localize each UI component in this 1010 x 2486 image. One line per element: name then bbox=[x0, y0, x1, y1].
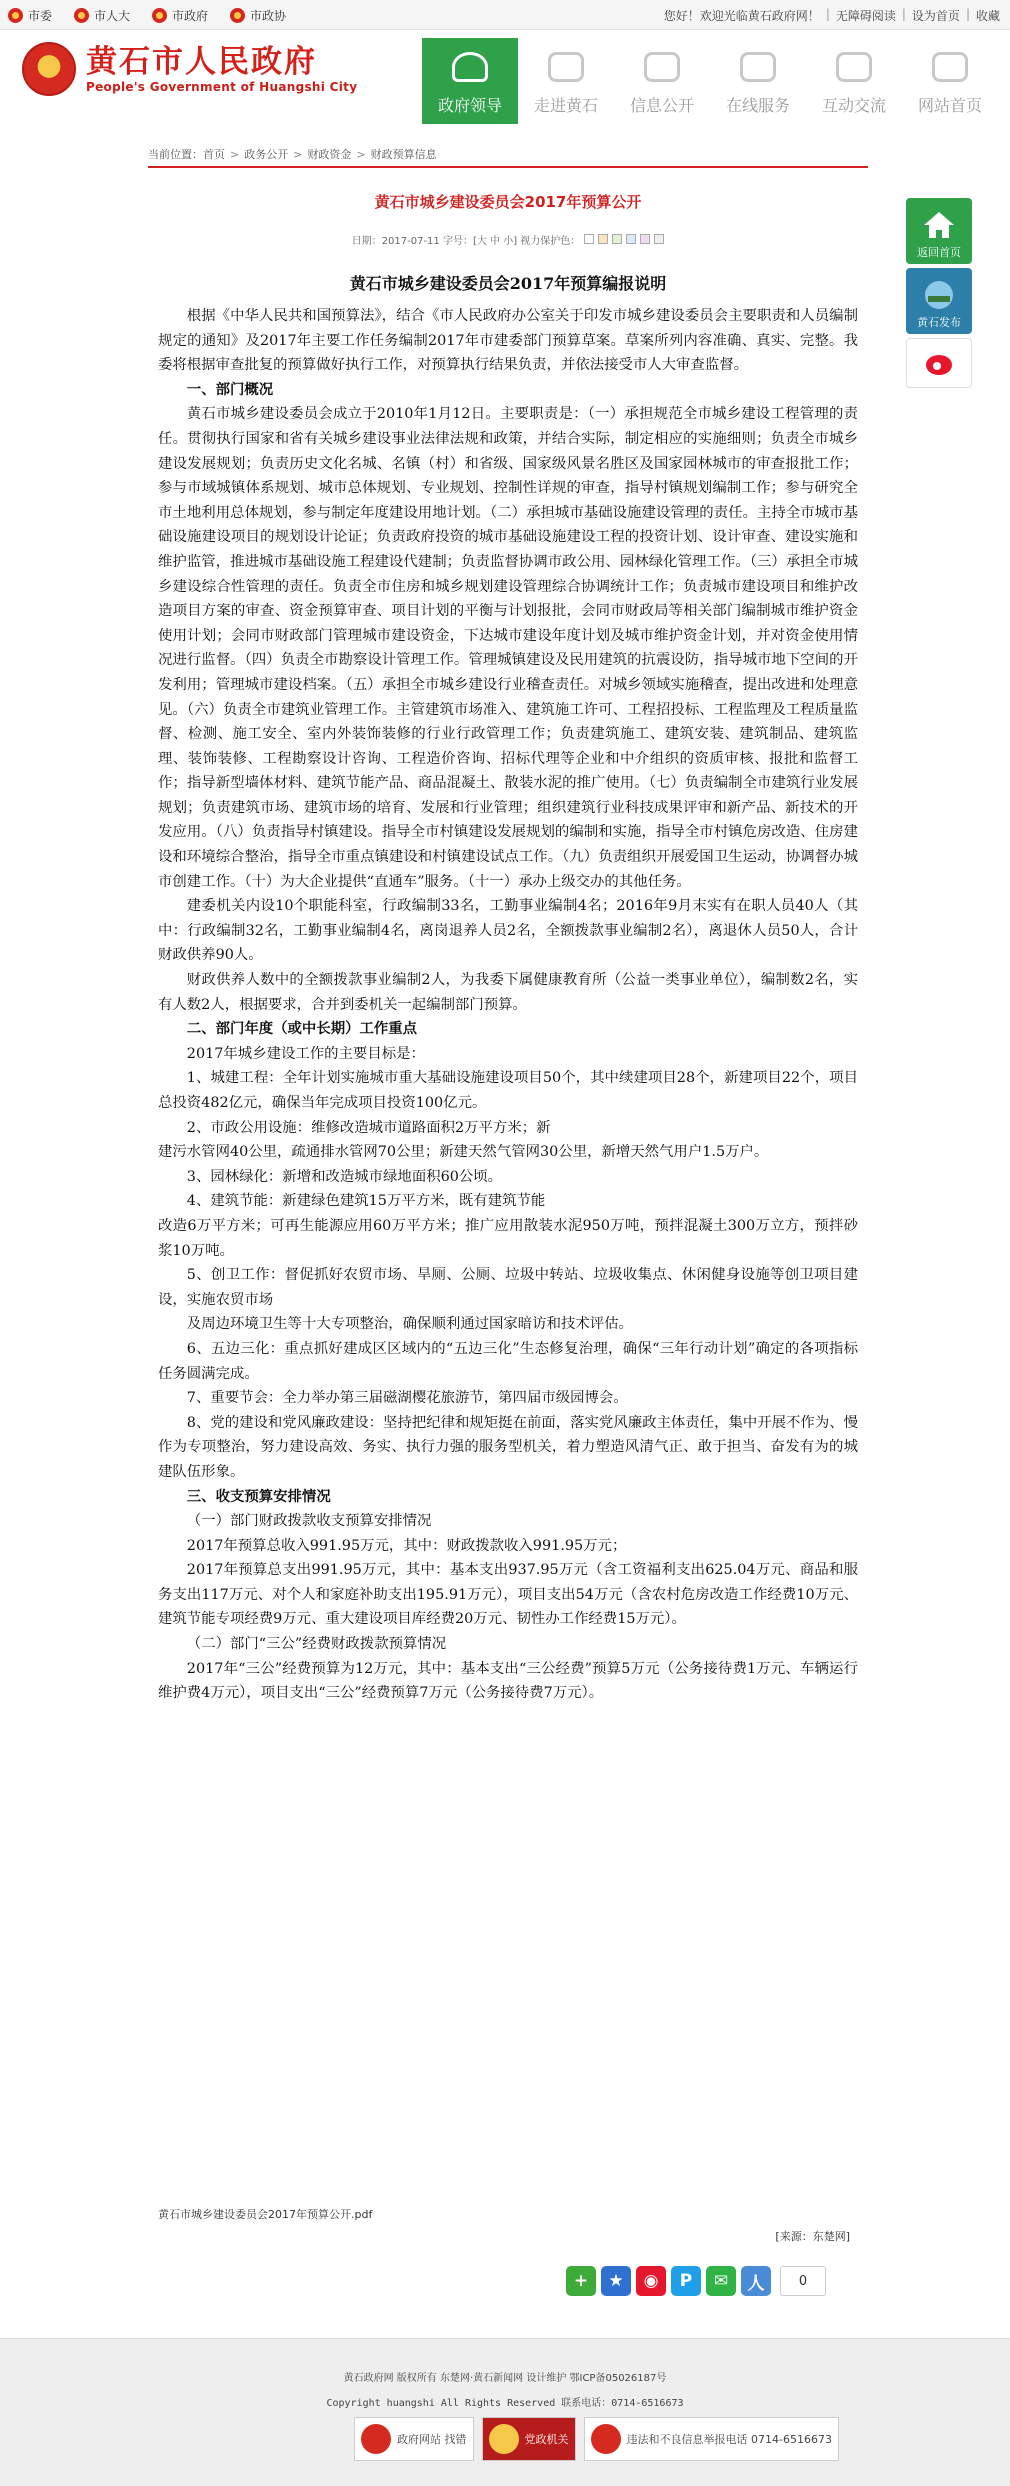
emblem-icon bbox=[8, 8, 23, 23]
site-footer bbox=[0, 2338, 1010, 2486]
paragraph: 2、市政公用设施：维修改造城市道路面积2万平方米；新 bbox=[186, 1119, 551, 1136]
sub-heading: （二）部门“三公”经费财政拨款预算情况 bbox=[186, 1636, 447, 1653]
chat-bubble-icon bbox=[836, 52, 872, 82]
magnifier-icon bbox=[361, 2424, 391, 2454]
paragraph: 6、五边三化：重点抓好建成区区域内的“五边三化”生态修复治理，确保“三年行动计划”确定的各项指标任务圆满完成。 bbox=[158, 1340, 858, 1382]
article-title: 黄石市城乡建设委员会2017年预算公开 bbox=[374, 193, 642, 211]
site-logo[interactable] bbox=[22, 42, 357, 96]
paragraph: 2017年“三公”经费预算为12万元，其中：基本支出“三公经费”预算5万元（公务接待费1万元、车辆运行维护费4万元），项目支出“三公”经费预算7万元（公务接待费7万元）。 bbox=[158, 1660, 858, 1702]
footer-badges bbox=[354, 2417, 839, 2461]
paragraph: 改造6万平方米；可再生能源应用60万平方米；推广应用散装水泥950万吨，预拌混凝土300万立方，预拌砂浆10万吨。 bbox=[158, 1217, 858, 1259]
breadcrumb-finance[interactable]: 财政资金 bbox=[307, 148, 352, 161]
share-qzone-icon[interactable]: ★ bbox=[601, 2266, 631, 2296]
site-name-en: People's Government of Huangshi City bbox=[86, 80, 358, 94]
paragraph: 7、重要节会：全力举办第三届磁湖樱花旅游节，第四届市级园博会。 bbox=[186, 1390, 628, 1407]
paragraph: 财政供养人数中的全额拨款事业编制2人，为我委下属健康教育所（公益一类事业单位），编制数2名，实有人数2人，根据要求，合并到委机关一起编制部门预算。 bbox=[158, 972, 858, 1013]
set-homepage-link[interactable]: 设为首页 bbox=[911, 9, 960, 23]
accessible-reading-link[interactable]: 无障碍阅读 bbox=[835, 9, 896, 23]
nav-gov-leaders[interactable]: 政府领导 bbox=[422, 38, 518, 124]
share-bar bbox=[566, 2266, 826, 2296]
stadium-icon bbox=[548, 52, 584, 82]
paragraph: 2017年预算总支出991.95万元，其中：基本支出937.95万元（含工资福利支出625.04万元、商品和服务支出117万元、对个人和家庭补助支出195.91万元），项目支出54万元（含农村危房改造工作经费10万元、建筑节能专项经费9万元、重大建设项目库经费20万元、韧性办工作经费15万元）。 bbox=[158, 1562, 858, 1628]
national-emblem-icon bbox=[22, 42, 76, 96]
footer-contact: Copyright huangshi All Rights Reserved 联系电话：0714-6516673 bbox=[326, 2398, 684, 2409]
share-count: 0 bbox=[780, 2266, 826, 2296]
share-wechat-icon[interactable]: ✉ bbox=[706, 2266, 736, 2296]
article bbox=[158, 180, 858, 1706]
welcome-text: 您好！欢迎光临黄石政府网！ bbox=[663, 9, 820, 23]
side-float bbox=[906, 198, 972, 392]
paragraph: 4、建筑节能：新建绿色建筑15万平方米，既有建筑节能 bbox=[186, 1193, 546, 1210]
color-swatch-blue[interactable] bbox=[626, 234, 636, 244]
paragraph: 8、党的建设和党风廉政建设：坚持把纪律和规矩挺在前面，落实党风廉政主体责任，集中开展不作为、慢作为专项整治，努力建设高效、务实、执行力强的服务型机关，着力塑造风清气正、敢于担当、奋发有为的城建队伍形象。 bbox=[158, 1414, 858, 1480]
link-city-government[interactable]: 市政府 bbox=[152, 7, 208, 24]
document-title: 黄石市城乡建设委员会2017年预算编报说明 bbox=[349, 274, 667, 293]
paragraph: 5、创卫工作：督促抓好农贸市场、旱厕、公厕、垃圾中转站、垃圾收集点、休闲健身设施等创卫项目建设，实施农贸市场 bbox=[158, 1267, 858, 1308]
service-agent-icon bbox=[740, 52, 776, 82]
user-icon bbox=[932, 52, 968, 82]
paragraph: 2017年预算总收入991.95万元，其中：财政拨款收入991.95万元； bbox=[186, 1537, 627, 1554]
nav-interaction[interactable]: 互动交流 bbox=[806, 38, 902, 124]
city-photo-icon bbox=[922, 280, 956, 310]
weibo-release-button[interactable]: 黄石发布 bbox=[906, 268, 972, 334]
nav-online-service[interactable]: 在线服务 bbox=[710, 38, 806, 124]
party-gov-badge[interactable]: 党政机关 bbox=[482, 2417, 576, 2461]
document-edit-icon bbox=[644, 52, 680, 82]
illegal-info-report-badge[interactable]: 违法和不良信息举报电话 0714-6516673 bbox=[584, 2417, 839, 2461]
weibo-icon bbox=[922, 349, 956, 379]
share-more-icon[interactable]: + bbox=[566, 2266, 596, 2296]
party-emblem-icon bbox=[489, 2424, 519, 2454]
paragraph: 及周边环境卫生等十大专项整治，确保顺利通过国家暗访和技术评估。 bbox=[186, 1316, 633, 1333]
nav-info-disclosure[interactable]: 信息公开 bbox=[614, 38, 710, 124]
top-links bbox=[8, 7, 286, 24]
nav-home[interactable]: 网站首页 bbox=[902, 38, 998, 124]
breadcrumb-gov-affairs[interactable]: 政务公开 bbox=[244, 148, 289, 161]
emblem-icon bbox=[152, 8, 167, 23]
main-nav bbox=[422, 38, 998, 124]
gov-site-error-report-badge[interactable]: 政府网站 找错 bbox=[354, 2417, 474, 2461]
paragraph: 2017年城乡建设工作的主要目标是： bbox=[186, 1045, 425, 1062]
emblem-icon bbox=[230, 8, 245, 23]
link-city-committee[interactable]: 市委 bbox=[8, 7, 52, 24]
breadcrumb-home[interactable]: 首页 bbox=[203, 148, 225, 161]
site-header bbox=[0, 30, 1010, 124]
color-swatch-green[interactable] bbox=[612, 234, 622, 244]
article-meta: 日期：2017-07-11 字号：[大 中 小] 视力保护色： bbox=[158, 232, 858, 246]
sub-heading: （一）部门财政拨款收支预算安排情况 bbox=[186, 1513, 432, 1530]
weibo-link-button[interactable] bbox=[906, 338, 972, 388]
attachment-link[interactable]: 黄石市城乡建设委员会2017年预算公开.pdf bbox=[158, 2208, 373, 2221]
footer-copyright: 黄石政府网 版权所有 东楚网·黄石新闻网 设计维护 鄂ICP备05026187号 bbox=[343, 2373, 667, 2384]
color-swatch-pink[interactable] bbox=[640, 234, 650, 244]
paragraph: 1、城建工程：全年计划实施城市重大基础设施建设项目50个，其中续建项目28个，新建项目22个，项目总投资482亿元，确保当年完成项目投资100亿元。 bbox=[158, 1070, 858, 1111]
paragraph: 建污水管网40公里，疏通排水管网70公里；新建天然气管网30公里，新增天然气用户1.5万户。 bbox=[158, 1144, 769, 1161]
site-name: 黄石市人民政府 bbox=[86, 44, 317, 80]
back-home-button[interactable]: 返回首页 bbox=[906, 198, 972, 264]
person-icon bbox=[452, 52, 488, 82]
share-weibo-icon[interactable]: ◉ bbox=[636, 2266, 666, 2296]
paragraph: 黄石市城乡建设委员会成立于2010年1月12日。主要职责是：（一）承担规范全市城乡建设工程管理的责任。贯彻执行国家和省有关城乡建设事业法律法规和政策，并结合实际，制定相应的实施细则；负责全市城乡建设发展规划；负责历史文化名城、名镇（村）和省级、国家级风景名胜区及国家园林城市的审查报批工作；参与市域城镇体系规划、城市总体规划、专业规划、控制性详规的审查，指导村镇规划编制工作；参与研究全市土地利用总体规划，参与制定年度建设用地计划。（二）承担城市基础设施建设管理的责任。主持全市城市基础设施建设项目的规划设计论证；负责政府投资的城市基础设施建设工程的投资计划、设计审查、建设实施和维护监管，推进城市基础设施工程建设代建制；负责监督协调市政公用、园林绿化管理工作。（三）承担全市城乡建设综合性管理的责任。负责全市住房和城乡规划建设管理综合协调统计工作；负责城市建设项目和维护改造项目方案的审查、资金预算审查、项目计划的平衡与计划报批，会同市财政局等相关部门编制城市维护资金使用计划；会同市财政部门管理城市建设资金，下达城市建设年度计划及城市维护资金计划，并对资金使用情况进行监督。（四）负责全市勘察设计管理工作。管理城镇建设及民用建筑的抗震设防，指导城市地下空间的开发利用；管理城市建设档案。（五）承担全市城乡建设行业稽查责任。对城乡领域实施稽查，提出改进和处理意见。（六）负责全市建筑业管理工作。主管建筑市场准入、建筑施工许可、工程招投标、工程监理及工程质量监督、检测、施工安全、室内外装饰装修的行业行政管理工作；负责建筑施工、建筑安装、建筑制品、建筑监理、装饰装修、工程勘察设计咨询、工程造价咨询、招标代理等企业和中介组织的资质审核、报批和监督工作；指导新型墙体材料、建筑节能产品、商品混凝土、散装水泥的推广使用。（七）负责编制全市建筑行业发展规划；负责建筑市场、建筑市场的培育、发展和行业管理；组织建筑行业科技成果评审和新产品、新技术的开发应用。（八）负责指导村镇建设。指导全市村镇建设发展规划的编制和实施，指导全市村镇危房改造、住房建设和环境综合整治，指导全市重点镇建设和村镇建设试点工作。（九）负责组织开展爱国卫生运动，协调督办城市创建工作。（十）为大企业提供“直通车”服务。（十一）承办上级交办的其他任务。 bbox=[158, 406, 858, 890]
breadcrumb-budget-info[interactable]: 财政预算信息 bbox=[370, 148, 437, 161]
color-swatch-yellow[interactable] bbox=[598, 234, 608, 244]
home-icon bbox=[922, 210, 956, 240]
share-tencent-icon[interactable]: P bbox=[671, 2266, 701, 2296]
nav-about-huangshi[interactable]: 走进黄石 bbox=[518, 38, 614, 124]
section-heading: 一、部门概况 bbox=[186, 380, 274, 398]
report-icon bbox=[591, 2424, 621, 2454]
favorite-link[interactable]: 收藏 bbox=[975, 9, 1000, 23]
share-renren-icon[interactable]: 人 bbox=[741, 2266, 771, 2296]
article-body bbox=[158, 304, 858, 1706]
color-swatch-gray[interactable] bbox=[654, 234, 664, 244]
paragraph: 建委机关内设10个职能科室，行政编制33名，工勤事业编制4名；2016年9月末实有在职人员40人（其中：行政编制32名，工勤事业编制4名，离岗退养人员2名，全额拨款事业编制2名），离退休人员50人，合计财政供养90人。 bbox=[158, 898, 858, 964]
color-swatch-white[interactable] bbox=[584, 234, 594, 244]
link-cppcc[interactable]: 市政协 bbox=[230, 7, 286, 24]
article-source: [来源：东楚网] bbox=[775, 2230, 850, 2243]
paragraph: 3、园林绿化：新增和改造城市绿地面积60公顷。 bbox=[186, 1168, 503, 1185]
section-heading: 三、收支预算安排情况 bbox=[186, 1487, 331, 1505]
section-heading: 二、部门年度（或中长期）工作重点 bbox=[186, 1020, 418, 1038]
link-peoples-congress[interactable]: 市人大 bbox=[74, 7, 130, 24]
paragraph: 根据《中华人民共和国预算法》，结合《市人民政府办公室关于印发市城乡建设委员会主要职责和人员编制规定的通知》及2017年主要工作任务编制2017年市建委部门预算草案。草案所列内容准确、真实、完整。我委将根据审查批复的预算做好执行工作，对预算执行结果负责，并依法接受市人大审查监督。 bbox=[158, 308, 858, 374]
breadcrumb: 当前位置：首页 > 政务公开 > 财政资金 > 财政预算信息 bbox=[148, 146, 868, 168]
emblem-icon bbox=[74, 8, 89, 23]
top-right-links: 您好！欢迎光临黄石政府网！ | 无障碍阅读 | 设为首页 | 收藏 bbox=[663, 7, 1000, 23]
top-bar bbox=[0, 0, 1010, 30]
